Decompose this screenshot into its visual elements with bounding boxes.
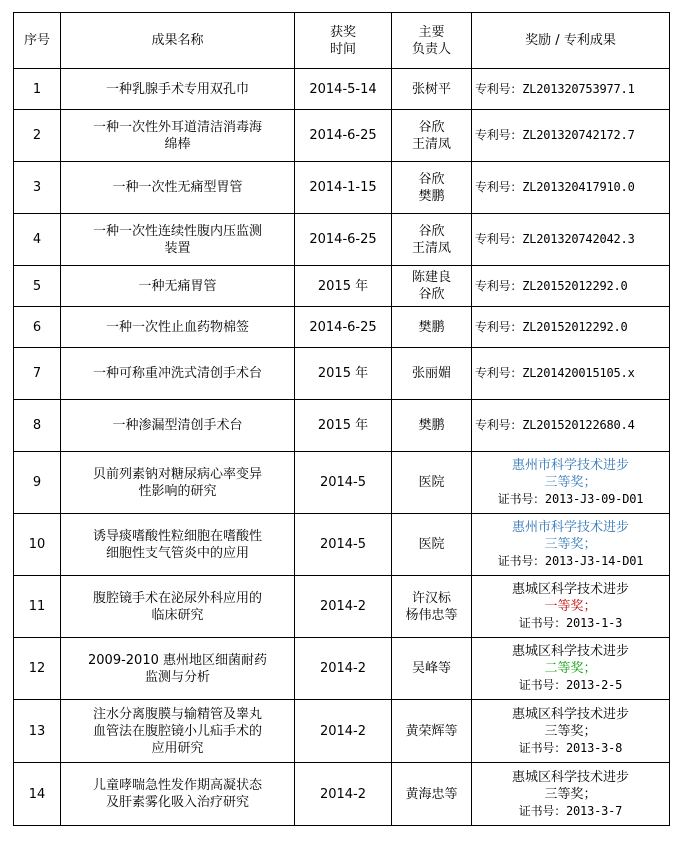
name-line: 一种乳腺手术专用双孔巾 xyxy=(105,81,249,97)
cell-person xyxy=(392,307,472,348)
name-line: 诱导痰嗜酸性粒细胞在嗜酸性 xyxy=(92,528,262,544)
award-cert: 证书号：2013-1-3 xyxy=(518,616,623,630)
cell-person xyxy=(392,700,472,763)
name-line: 绵棒 xyxy=(164,136,191,152)
cell-award xyxy=(472,214,670,266)
person-line: 谷欣 xyxy=(418,119,445,135)
cell-time: 2014-1-15 xyxy=(295,162,392,214)
cell-time: 2014-2 xyxy=(295,763,392,826)
cell-person xyxy=(392,162,472,214)
name-line: 及肝素雾化吸入治疗研究 xyxy=(105,795,249,810)
header-time-line2: 时间 xyxy=(329,41,356,57)
cell-seq: 3 xyxy=(14,162,61,214)
person-line: 陈建良 xyxy=(411,270,451,285)
cell-name xyxy=(61,576,295,638)
name-line: 细胞性支气管炎中的应用 xyxy=(105,545,249,561)
cell-person xyxy=(392,266,472,307)
name-line: 一种渗漏型清创手术台 xyxy=(112,418,243,433)
cell-award xyxy=(472,110,670,162)
person-line: 杨伟忠等 xyxy=(405,607,458,623)
cell-seq: 7 xyxy=(14,348,61,400)
cell-award xyxy=(472,400,670,452)
cell-time: 2014-2 xyxy=(295,700,392,763)
cell-name xyxy=(61,307,295,348)
patent-number: 专利号：ZL20152012292.0 xyxy=(475,319,628,334)
cell-award xyxy=(472,763,670,826)
patent-number: 专利号：ZL201320742042.3 xyxy=(475,232,635,246)
person-line: 张树平 xyxy=(411,81,451,97)
cell-name xyxy=(61,69,295,110)
name-line: 性影响的研究 xyxy=(138,483,217,499)
header-row xyxy=(14,13,670,69)
cell-seq: 6 xyxy=(14,307,61,348)
name-line: 一种一次性连续性腹内压监测 xyxy=(92,223,262,239)
cell-name xyxy=(61,763,295,826)
award-org: 惠城区科学技术进步 xyxy=(511,582,629,597)
table-row xyxy=(14,266,670,307)
name-line: 一种无痛胃管 xyxy=(138,278,217,294)
cell-name xyxy=(61,400,295,452)
cell-seq: 2 xyxy=(14,110,61,162)
cell-name xyxy=(61,162,295,214)
cell-person xyxy=(392,576,472,638)
cell-time: 2014-6-25 xyxy=(295,110,392,162)
person-line: 许汉标 xyxy=(411,590,451,606)
header-time xyxy=(295,13,392,69)
patent-number: 专利号：ZL201320753977.1 xyxy=(475,81,635,96)
name-line: 一种一次性止血药物棉签 xyxy=(105,319,249,335)
award-org: 惠城区科学技术进步 xyxy=(511,769,629,785)
award-cert: 证书号：2013-3-8 xyxy=(518,740,623,755)
patent-number: 专利号：ZL20152012292.0 xyxy=(475,278,628,293)
person-line: 黄荣辉等 xyxy=(405,723,458,739)
person-line: 医院 xyxy=(418,537,445,552)
person-line: 樊鹏 xyxy=(418,319,445,335)
patent-number: 专利号：ZL201320417910.0 xyxy=(475,180,635,194)
table-body xyxy=(14,69,670,826)
cell-award xyxy=(472,307,670,348)
cell-time: 2015 年 xyxy=(295,400,392,452)
name-line: 2009-2010 惠州地区细菌耐药 xyxy=(88,652,267,668)
cell-name xyxy=(61,348,295,400)
cell-time: 2014-2 xyxy=(295,576,392,638)
name-line: 监测与分析 xyxy=(144,669,210,685)
table-row xyxy=(14,400,670,452)
table-row xyxy=(14,514,670,576)
name-line: 腹腔镜手术在泌尿外科应用的 xyxy=(92,590,262,606)
table-row xyxy=(14,763,670,826)
award-level: 二等奖； xyxy=(544,661,597,676)
person-line: 王清凤 xyxy=(411,240,451,256)
cell-award xyxy=(472,266,670,307)
table-row xyxy=(14,162,670,214)
cell-person xyxy=(392,452,472,514)
cell-award xyxy=(472,638,670,700)
award-org: 惠城区科学技术进步 xyxy=(511,706,629,722)
header-seq: 序号 xyxy=(14,13,61,69)
header-name: 成果名称 xyxy=(61,13,295,69)
cell-award xyxy=(472,69,670,110)
cell-person xyxy=(392,69,472,110)
award-level: 三等奖； xyxy=(544,723,597,739)
name-line: 一种可称重冲洗式清创手术台 xyxy=(92,366,262,381)
name-line: 血管法在腹腔镜小儿疝手术的 xyxy=(92,723,262,739)
table-row xyxy=(14,452,670,514)
person-line: 医院 xyxy=(418,475,445,490)
cell-seq: 14 xyxy=(14,763,61,826)
name-line: 注水分离腹膜与输精管及睾丸 xyxy=(92,706,262,722)
cell-name xyxy=(61,266,295,307)
cell-person xyxy=(392,214,472,266)
cell-seq: 13 xyxy=(14,700,61,763)
cell-award xyxy=(472,348,670,400)
cell-award xyxy=(472,452,670,514)
header-person xyxy=(392,13,472,69)
patent-number: 专利号：ZL201420015105.x xyxy=(475,366,635,380)
cell-award xyxy=(472,576,670,638)
award-org: 惠州市科学技术进步 xyxy=(511,520,629,535)
name-line: 一种一次性无痛型胃管 xyxy=(112,180,243,195)
name-line: 装置 xyxy=(164,240,191,256)
cell-seq: 1 xyxy=(14,69,61,110)
cell-time: 2014-5 xyxy=(295,514,392,576)
cell-person xyxy=(392,348,472,400)
cell-seq: 4 xyxy=(14,214,61,266)
header-time-line1: 获奖 xyxy=(329,24,356,40)
patent-number: 专利号：ZL201320742172.7 xyxy=(475,128,635,142)
name-line: 临床研究 xyxy=(151,607,204,623)
person-line: 樊鹏 xyxy=(418,418,445,433)
table-row xyxy=(14,307,670,348)
cell-seq: 5 xyxy=(14,266,61,307)
cell-time: 2014-6-25 xyxy=(295,307,392,348)
cell-time: 2014-6-25 xyxy=(295,214,392,266)
name-line: 儿童哮喘急性发作期高凝状态 xyxy=(92,778,262,793)
table-row xyxy=(14,576,670,638)
person-line: 张丽媚 xyxy=(411,366,451,381)
cell-time: 2015 年 xyxy=(295,266,392,307)
cell-name xyxy=(61,514,295,576)
award-cert: 证书号：2013-J3-14-D01 xyxy=(497,554,644,568)
header-award: 奖励 / 专利成果 xyxy=(472,13,670,69)
table-row xyxy=(14,69,670,110)
cell-time: 2014-5 xyxy=(295,452,392,514)
header-person-line2: 负责人 xyxy=(411,41,451,57)
table-row xyxy=(14,348,670,400)
cell-person xyxy=(392,638,472,700)
cell-person xyxy=(392,400,472,452)
award-level: 三等奖； xyxy=(544,475,597,490)
cell-name xyxy=(61,110,295,162)
award-cert: 证书号：2013-2-5 xyxy=(518,678,623,692)
award-org: 惠州市科学技术进步 xyxy=(511,458,629,473)
person-line: 谷欣 xyxy=(418,223,445,239)
cell-person xyxy=(392,763,472,826)
table-row xyxy=(14,214,670,266)
patent-number: 专利号：ZL201520122680.4 xyxy=(475,418,635,432)
person-line: 黄海忠等 xyxy=(405,786,458,802)
cell-award xyxy=(472,162,670,214)
award-cert: 证书号：2013-J3-09-D01 xyxy=(497,492,644,506)
award-level: 一等奖； xyxy=(544,599,597,614)
cell-name xyxy=(61,638,295,700)
achievements-table xyxy=(13,12,670,826)
cell-time: 2015 年 xyxy=(295,348,392,400)
cell-seq: 11 xyxy=(14,576,61,638)
cell-award xyxy=(472,514,670,576)
header-person-line1: 主要 xyxy=(418,24,445,40)
table-row xyxy=(14,638,670,700)
name-line: 一种一次性外耳道清洁消毒海 xyxy=(92,119,262,135)
cell-name xyxy=(61,452,295,514)
award-level: 三等奖； xyxy=(544,537,597,552)
cell-time: 2014-5-14 xyxy=(295,69,392,110)
award-level: 三等奖； xyxy=(544,786,597,802)
table-row xyxy=(14,110,670,162)
table-row xyxy=(14,700,670,763)
cell-time: 2014-2 xyxy=(295,638,392,700)
person-line: 谷欣 xyxy=(418,287,445,302)
cell-name xyxy=(61,214,295,266)
person-line: 樊鹏 xyxy=(418,188,445,204)
cell-person xyxy=(392,110,472,162)
cell-seq: 12 xyxy=(14,638,61,700)
person-line: 谷欣 xyxy=(418,171,445,187)
name-line: 应用研究 xyxy=(151,740,204,756)
award-org: 惠城区科学技术进步 xyxy=(511,644,629,659)
award-cert: 证书号：2013-3-7 xyxy=(518,803,623,818)
name-line: 贝前列素钠对糖尿病心率变异 xyxy=(92,466,262,482)
cell-seq: 8 xyxy=(14,400,61,452)
cell-award xyxy=(472,700,670,763)
person-line: 吴峰等 xyxy=(411,661,451,676)
cell-seq: 10 xyxy=(14,514,61,576)
person-line: 王清凤 xyxy=(411,136,451,152)
cell-name xyxy=(61,700,295,763)
cell-person xyxy=(392,514,472,576)
cell-seq: 9 xyxy=(14,452,61,514)
